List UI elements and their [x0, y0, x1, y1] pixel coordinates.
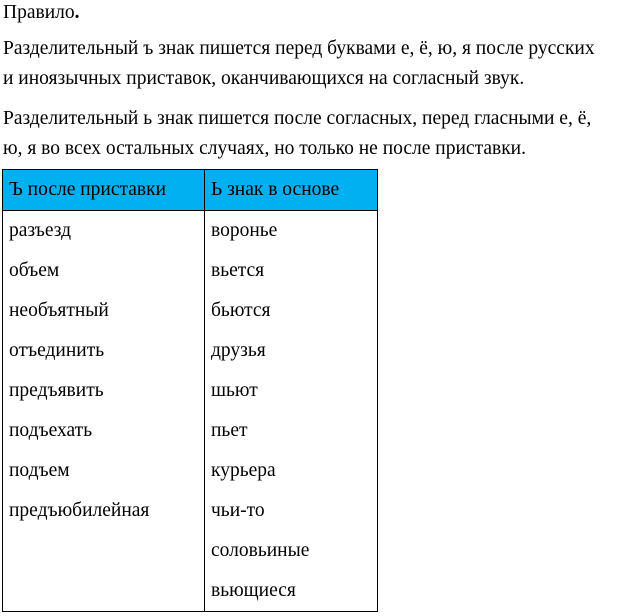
paragraph-line: Разделительный ь знак пишется после согласных, перед гласными е, ё,: [3, 108, 592, 129]
table-cell: пьет: [205, 411, 378, 451]
table-cell: курьера: [205, 451, 378, 491]
table-cell: шьют: [205, 371, 378, 411]
paragraph-line: Разделительный ъ знак пишется перед буквами е, ё, ю, я после русских: [3, 38, 595, 59]
table-row: [3, 251, 378, 291]
paragraph-soft-sign-rule: [3, 104, 643, 164]
table-row: [3, 531, 378, 571]
table-cell: отъединить: [3, 331, 205, 371]
table-cell: объем: [3, 251, 205, 291]
table-row: [3, 491, 378, 531]
table-cell: подъехать: [3, 411, 205, 451]
examples-table: [2, 169, 378, 612]
table-cell: предъявить: [3, 371, 205, 411]
table-cell: друзья: [205, 331, 378, 371]
table-cell: соловьиные: [205, 531, 378, 571]
table-cell: предъюбилейная: [3, 491, 205, 531]
table-cell: вьется: [205, 251, 378, 291]
table-row: [3, 291, 378, 331]
table-row: [3, 411, 378, 451]
rule-heading-text: Правило: [3, 2, 75, 23]
paragraph-line: ю, я во всех остальных случаях, но только не после приставки.: [3, 138, 526, 159]
table-cell: воронье: [205, 211, 378, 252]
table-cell: [3, 531, 205, 571]
table-row: [3, 331, 378, 371]
rule-heading: [3, 0, 80, 26]
table-row: [3, 211, 378, 252]
table-cell: подъем: [3, 451, 205, 491]
paragraph-line: и иноязычных приставок, оканчивающихся на согласный звук.: [3, 68, 525, 89]
table-cell: вьющиеся: [205, 571, 378, 612]
table-cell: [3, 571, 205, 612]
rule-heading-dot: .: [74, 2, 80, 23]
table-row: [3, 571, 378, 612]
paragraph-hard-sign-rule: [3, 34, 643, 94]
table-cell: разъезд: [3, 211, 205, 252]
column-header-hard-sign: Ъ после приставки: [3, 170, 205, 211]
column-header-soft-sign: Ь знак в основе: [205, 170, 378, 211]
table-cell: необъятный: [3, 291, 205, 331]
table-cell: чьи-то: [205, 491, 378, 531]
table-row: [3, 371, 378, 411]
table-header-row: [3, 170, 378, 211]
table-cell: бьются: [205, 291, 378, 331]
table-row: [3, 451, 378, 491]
